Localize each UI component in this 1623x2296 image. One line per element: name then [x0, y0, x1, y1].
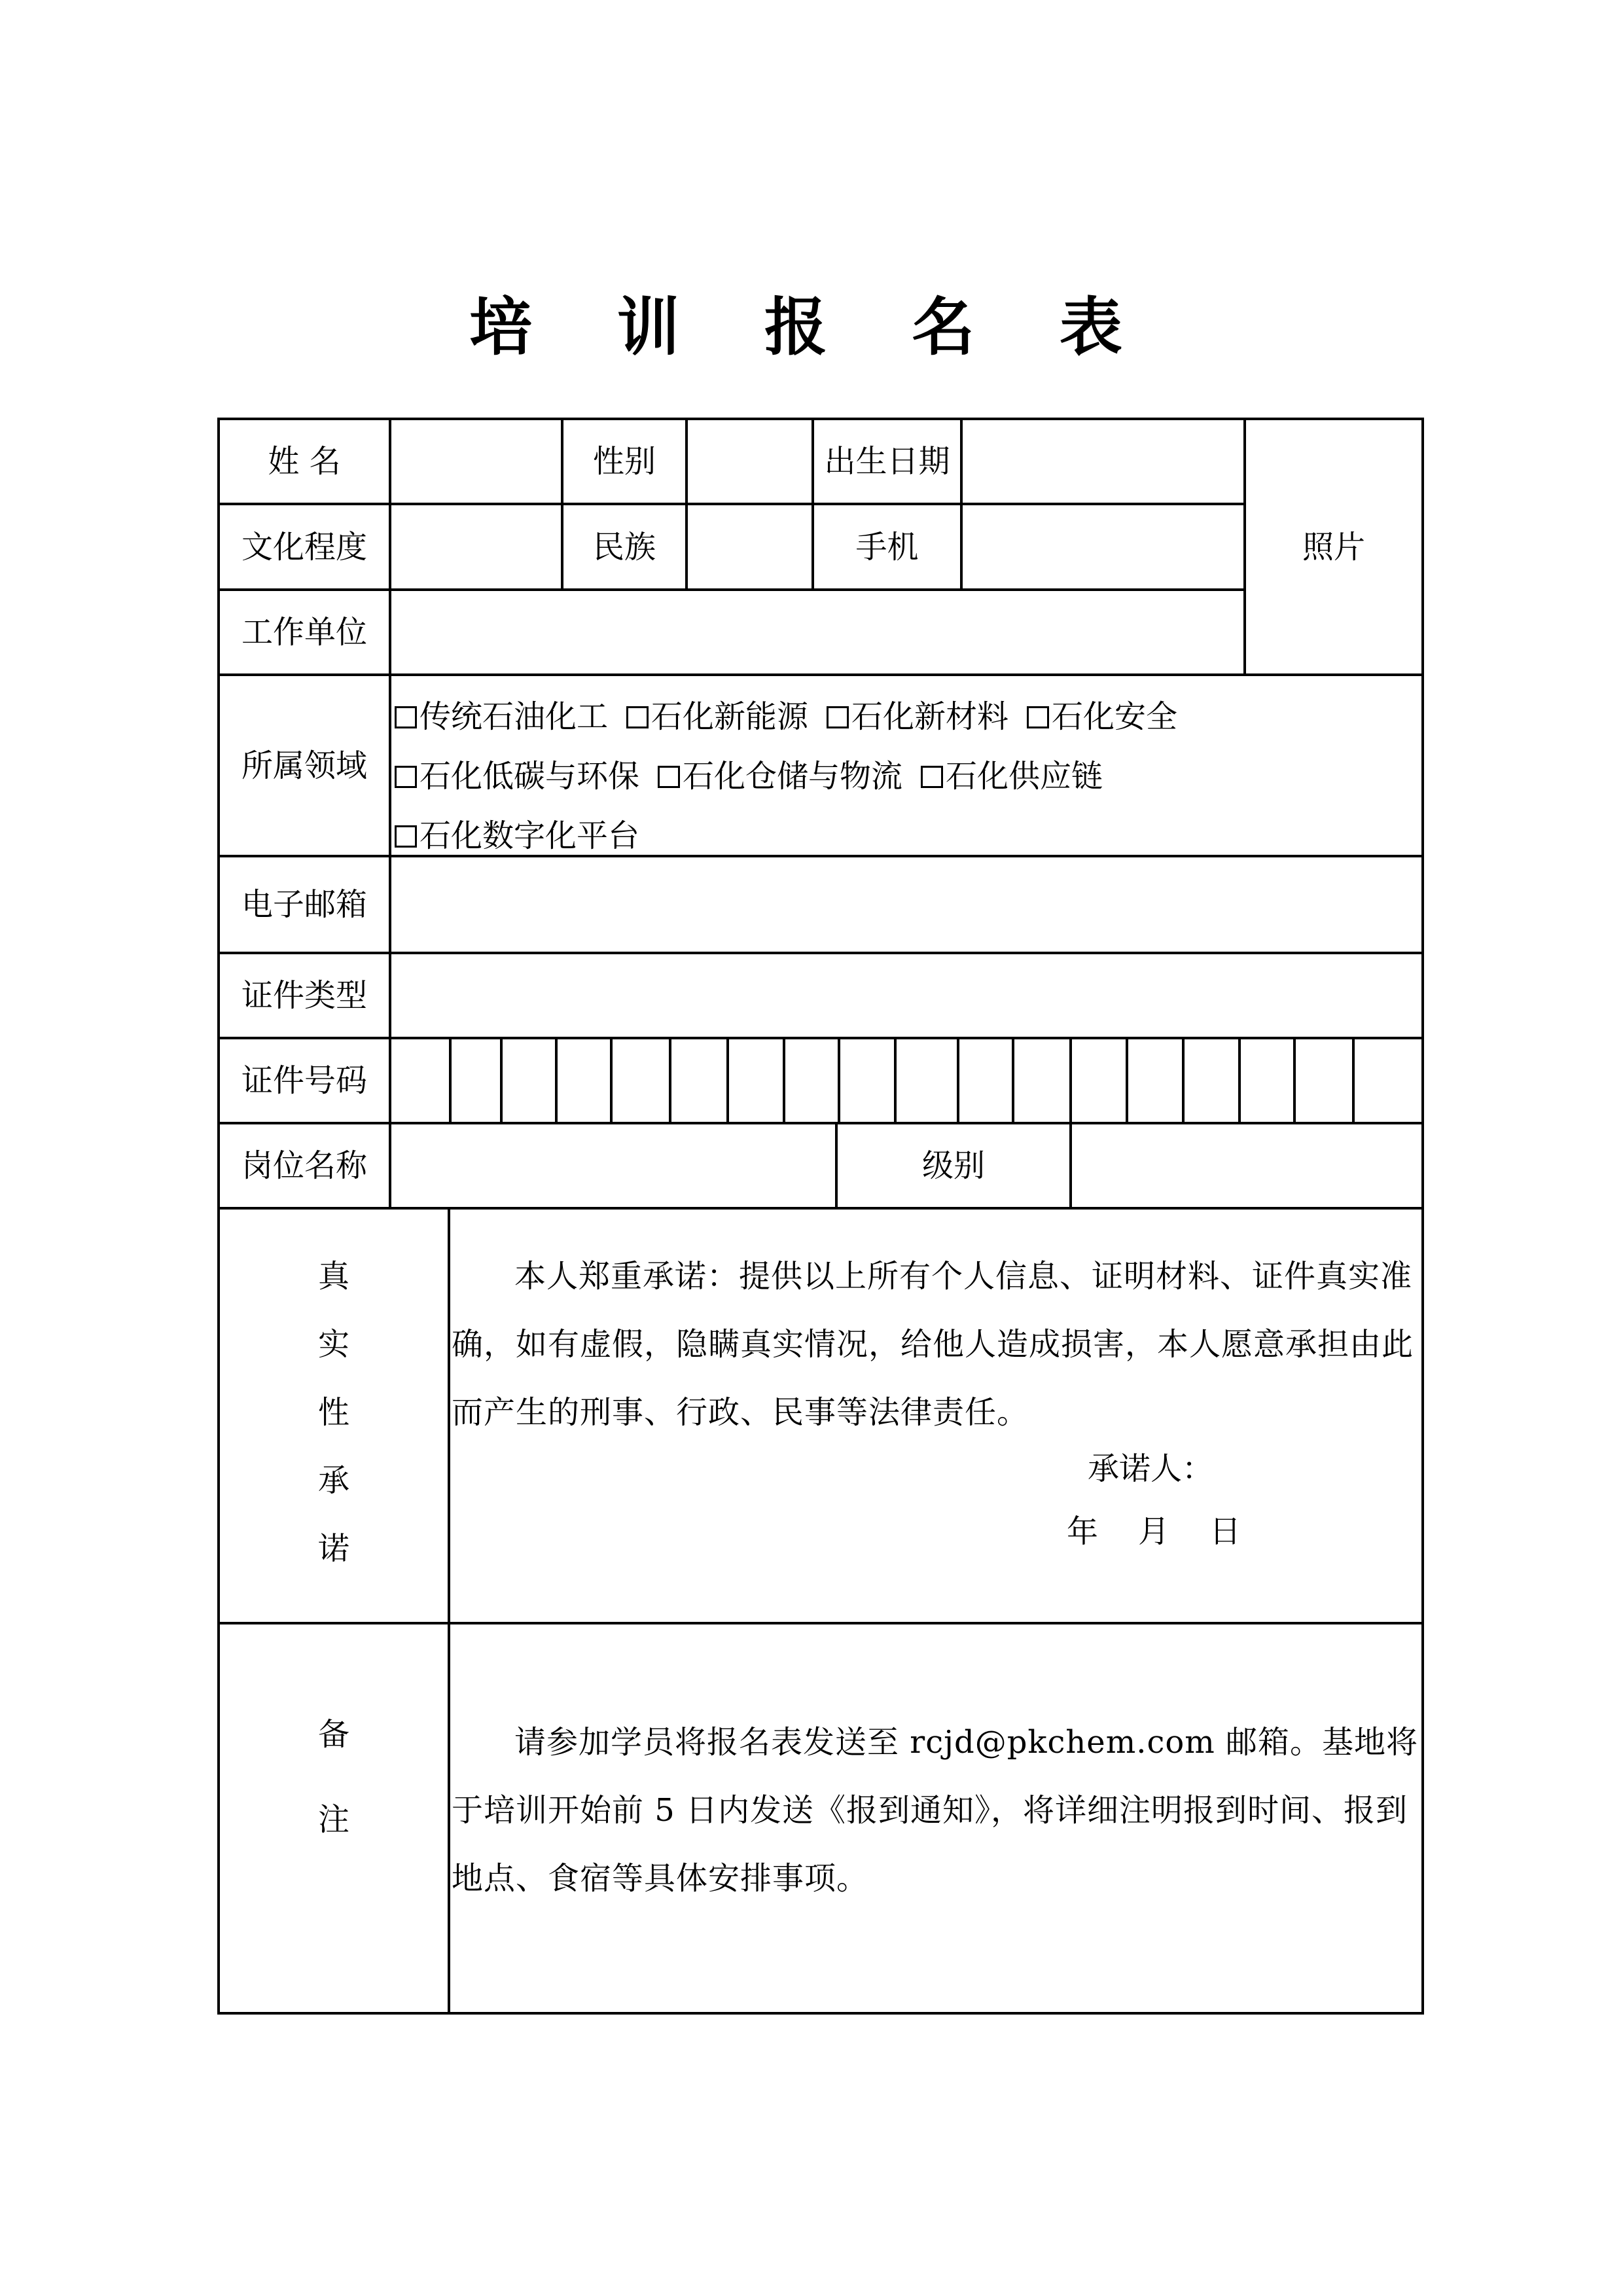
education-field[interactable] [391, 505, 561, 588]
remarks-text: 请参加学员将报名表发送至 rcjd@pkchem.com 邮箱。基地将于培训开始前 5 日内发送《报到通知》，将详细注明报到时间、报到地点、食宿等具体安排事项。 [452, 1724, 1419, 1897]
field-option[interactable]: 石化低碳与环保 [395, 758, 639, 795]
gender-label: 性别 [592, 443, 656, 480]
field-option[interactable]: 石化安全 [1027, 698, 1177, 735]
name-label: 姓 名 [268, 443, 341, 480]
field-options-row [395, 687, 1416, 747]
field-option[interactable]: 传统石油化工 [395, 698, 608, 735]
commitment-label-char: 诺 [317, 1530, 349, 1567]
email-label: 电子邮箱 [241, 886, 367, 923]
checkbox-icon[interactable] [395, 766, 417, 788]
field-option[interactable]: 石化供应链 [921, 758, 1103, 795]
id-type-label: 证件类型 [241, 977, 367, 1014]
gender-field[interactable] [688, 420, 812, 503]
mobile-field[interactable] [963, 505, 1243, 588]
id-number-field[interactable] [391, 1039, 1421, 1122]
level-field[interactable] [1072, 1124, 1421, 1207]
name-field[interactable] [391, 420, 561, 503]
ethnicity-label: 民族 [592, 528, 656, 565]
birth-date-label: 出生日期 [824, 443, 950, 480]
commitment-label-char: 承 [317, 1462, 349, 1499]
field-option[interactable]: 石化数字化平台 [395, 817, 639, 854]
birth-date-field[interactable] [963, 420, 1243, 503]
commitment-date: 年 月 日 [1067, 1513, 1241, 1550]
position-field[interactable] [391, 1124, 835, 1207]
commitment-signer: 承诺人： [1088, 1450, 1214, 1487]
checkbox-icon[interactable] [1027, 706, 1049, 728]
id-number-label: 证件号码 [241, 1062, 367, 1099]
employer-label: 工作单位 [241, 614, 367, 651]
commitment-label-char: 真 [317, 1258, 349, 1295]
employer-field[interactable] [391, 591, 1243, 673]
field-option[interactable]: 石化新能源 [626, 698, 808, 735]
level-label: 级别 [921, 1147, 985, 1184]
remarks-label [220, 1716, 448, 1889]
field-option[interactable]: 石化仓储与物流 [658, 758, 902, 795]
email-field[interactable] [391, 857, 1421, 952]
form-title: 培 训 报 名 表 [469, 290, 1154, 364]
field-options [395, 687, 1416, 866]
commitment-label [220, 1258, 448, 1601]
checkbox-icon[interactable] [395, 706, 417, 728]
position-label: 岗位名称 [241, 1147, 367, 1184]
checkbox-icon[interactable] [658, 766, 680, 788]
ethnicity-field[interactable] [688, 505, 812, 588]
remarks-label-char: 备 [317, 1716, 349, 1753]
remarks-label-char: 注 [317, 1801, 349, 1838]
checkbox-icon[interactable] [626, 706, 649, 728]
field-options-row [395, 747, 1416, 806]
commitment-text: 本人郑重承诺：提供以上所有个人信息、证明材料、证件真实准确，如有虚假，隐瞒真实情况，给他人造成损害，本人愿意承担由此而产生的刑事、行政、民事等法律责任。 [452, 1258, 1414, 1431]
commitment-label-char: 实 [317, 1326, 349, 1363]
checkbox-icon[interactable] [827, 706, 849, 728]
checkbox-icon[interactable] [921, 766, 943, 788]
field-label: 所属领域 [241, 747, 367, 784]
checkbox-icon[interactable] [395, 825, 417, 848]
education-label: 文化程度 [241, 528, 367, 565]
id-type-field[interactable] [391, 954, 1421, 1037]
photo-box[interactable]: 照片 [1302, 528, 1365, 565]
mobile-label: 手机 [855, 528, 919, 565]
commitment-label-char: 性 [317, 1394, 349, 1431]
field-option[interactable]: 石化新材料 [827, 698, 1008, 735]
